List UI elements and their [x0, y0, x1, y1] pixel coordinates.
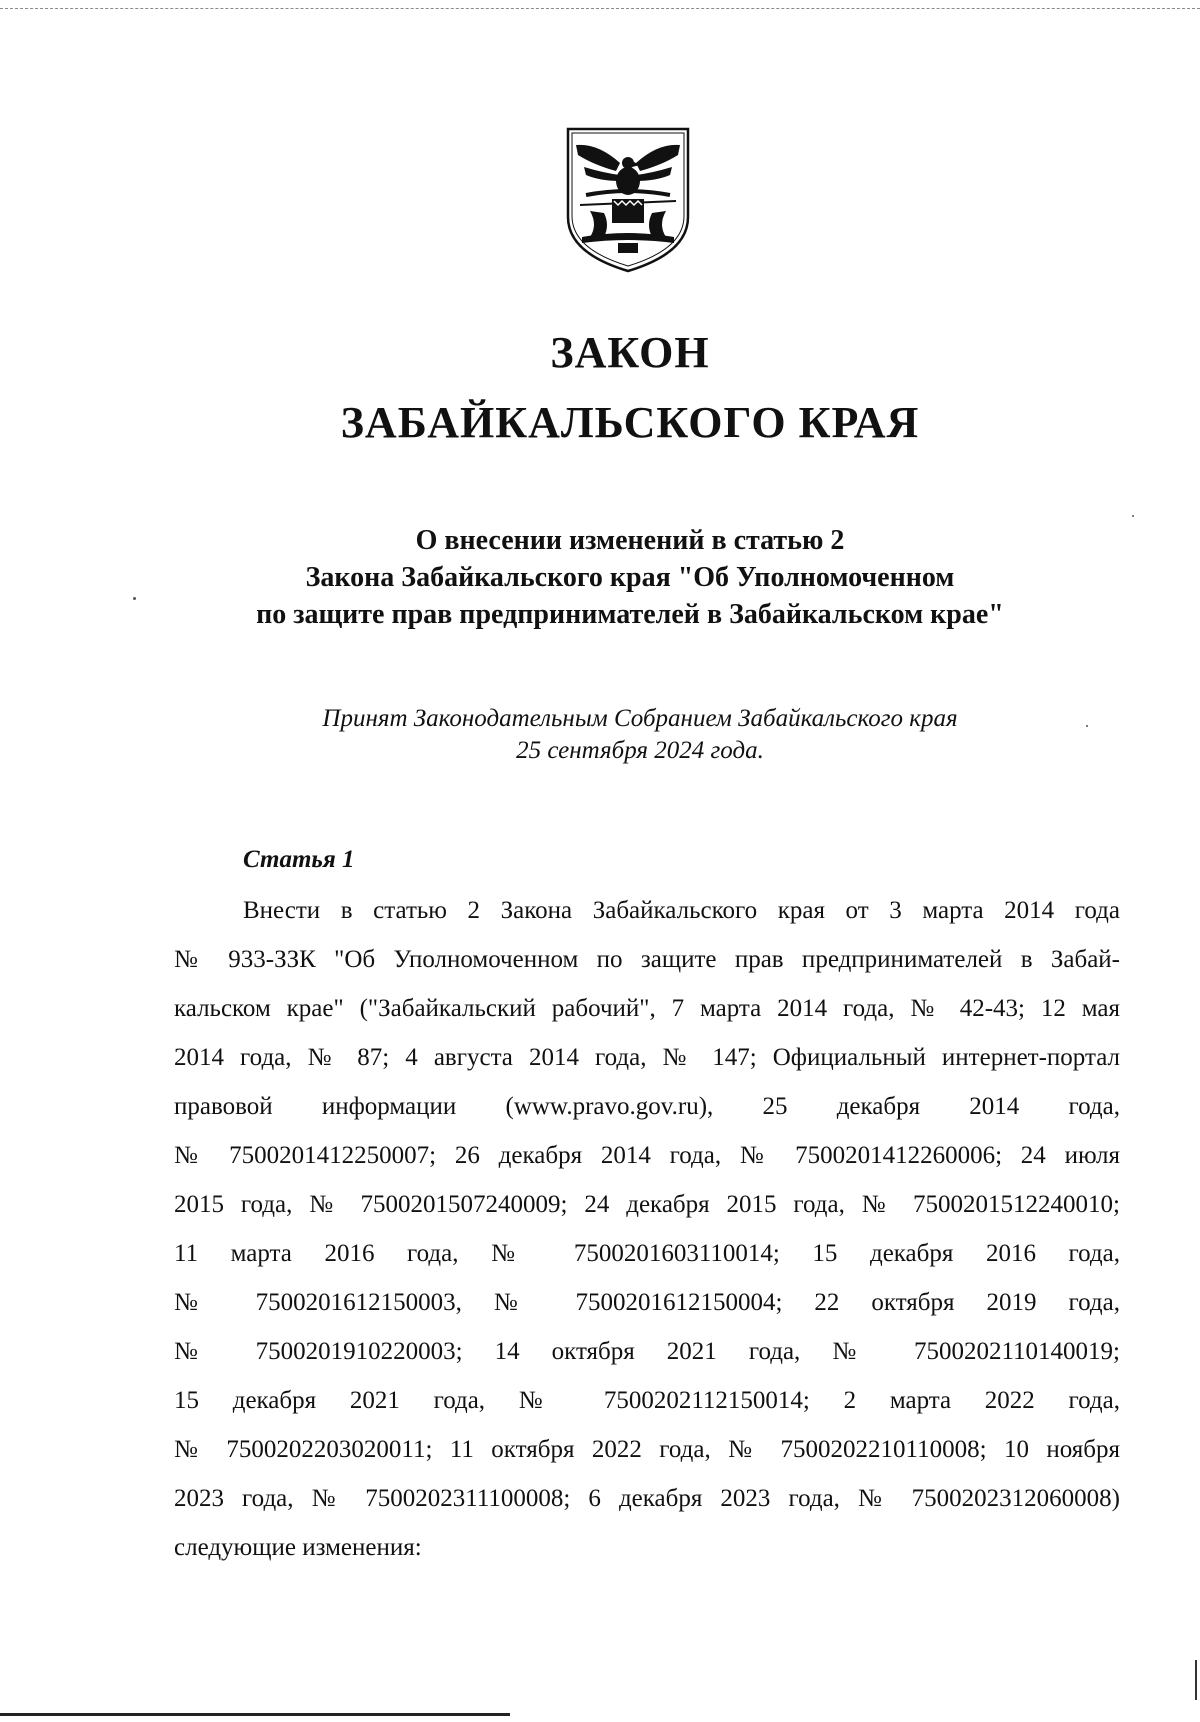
scan-edge-top: [0, 8, 1200, 9]
law-title: [0, 318, 1200, 458]
body-text-line: 2014 года, № 87; 4 августа 2014 года, № 147; Официальный интернет-портал: [174, 1044, 1120, 1071]
adoption-note-line: Принят Законодательным Собранием Забайкальского края: [322, 705, 958, 732]
scan-speck: [1132, 515, 1134, 517]
body-text-line: кальском крае" ("Забайкальский рабочий", 7 марта 2014 года, № 42-43; 12 мая: [174, 995, 1120, 1022]
law-subtitle-line: О внесении изменений в статью 2: [415, 525, 845, 556]
body-text-line: 2015 года, № 7500201507240009; 24 декабря 2015 года, № 7500201512240010;: [174, 1191, 1120, 1218]
law-subtitle-line: по защите прав предпринимателей в Забайкальском крае": [256, 599, 1004, 630]
body-text-line: 2023 года, № 7500202311100008; 6 декабря 2023 года, № 7500202312060008): [174, 1485, 1120, 1512]
coat-of-arms-emblem: [564, 125, 692, 273]
scan-edge-bottom: [0, 1713, 510, 1716]
body-text-line: № 7500201412250007; 26 декабря 2014 года, № 7500201412260006; 24 июля: [174, 1142, 1120, 1169]
body-text-line: № 7500202203020011; 11 октября 2022 года, № 7500202210110008; 10 ноября: [174, 1436, 1120, 1463]
body-text-line: № 933-ЗЗК "Об Уполномоченном по защите прав предпринимателей в Забай-: [174, 946, 1120, 973]
body-text-line: 11 марта 2016 года, № 7500201603110014; 15 декабря 2016 года,: [174, 1240, 1120, 1267]
scan-edge-right: [1195, 1660, 1197, 1700]
body-text-line: № 7500201910220003; 14 октября 2021 года, № 7500202110140019;: [174, 1338, 1120, 1365]
body-text-line: 15 декабря 2021 года, № 7500202112150014; 2 марта 2022 года,: [174, 1387, 1120, 1414]
body-text-line: следующие изменения:: [174, 1534, 422, 1561]
article-heading: Статья 1: [243, 846, 355, 873]
body-text-line: правовой информации (www.pravo.gov.ru), 25 декабря 2014 года,: [174, 1093, 1120, 1120]
law-subtitle: [0, 522, 1200, 633]
body-text-line: Внести в статью 2 Закона Забайкальского края от 3 марта 2014 года: [243, 897, 1120, 924]
law-title-line: ЗАКОН: [550, 328, 710, 377]
body-text-line: № 7500201612150003, № 7500201612150004; 22 октября 2019 года,: [174, 1289, 1120, 1316]
adoption-note: [0, 703, 1200, 767]
law-subtitle-line: Закона Забайкальского края "Об Уполномоченном: [305, 562, 955, 593]
law-title-line: ЗАБАЙКАЛЬСКОГО КРАЯ: [340, 398, 920, 447]
adoption-date: 25 сентября 2024 года.: [516, 737, 764, 764]
